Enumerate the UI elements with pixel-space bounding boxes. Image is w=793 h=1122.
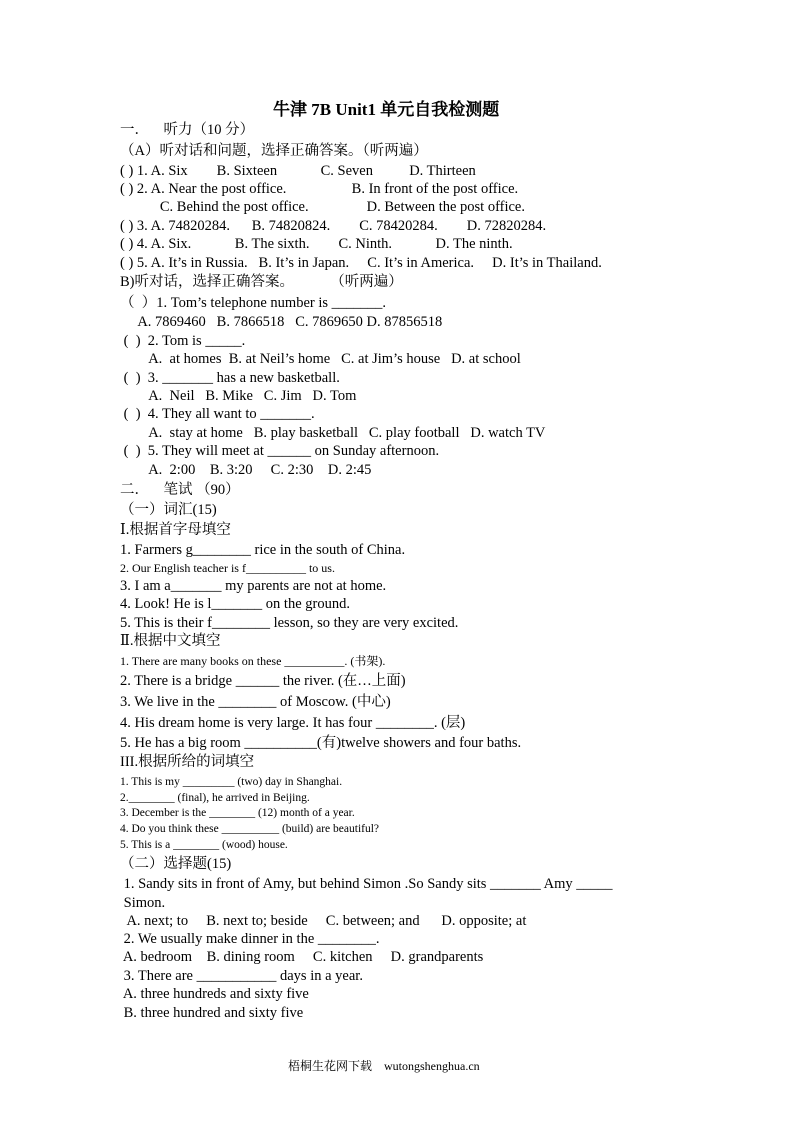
question-line: C. Behind the post office. D. Between the post office. [120, 199, 525, 215]
question-line: 2. Our English teacher is f__________ to us. [120, 561, 335, 575]
options-line: A. Neil B. Mike C. Jim D. Tom [120, 388, 357, 404]
question-line: 5. This is their f________ lesson, so they are very excited. [120, 615, 459, 631]
question-line: 3. There are ___________ days in a year. [120, 968, 363, 984]
question-line: 4. His dream home is very large. It has four ________. (层) [120, 715, 466, 731]
question-line: 1. Farmers g________ rice in the south of China. [120, 542, 406, 558]
question-line: （ ）1. Tom’s telephone number is _______. [120, 295, 386, 311]
sub2-heading: Ⅱ.根据中文填空 [120, 633, 221, 649]
options-line: A. 2:00 B. 3:20 C. 2:30 D. 2:45 [120, 462, 372, 478]
options-line: A. three hundreds and sixty five [120, 986, 309, 1002]
sub3-heading: III.根据所给的词填空 [120, 754, 255, 770]
section-b-heading: B)听对话，选择正确答案。 （听两遍） [120, 274, 403, 290]
page-title: 牛津 7B Unit1 单元自我检测题 [273, 100, 500, 119]
question-line: ( ) 5. They will meet at ______ on Sunday afternoon. [120, 443, 440, 459]
options-line: A. bedroom B. dining room C. kitchen D. grandparents [120, 949, 484, 965]
section-a-heading: （A）听对话和问题，选择正确答案。（听两遍） [120, 143, 428, 159]
question-line: 4. Do you think these __________ (build) are beautiful? [120, 823, 380, 835]
question-line: 3. December is the ________ (12) month of a year. [120, 807, 355, 819]
question-line: 5. He has a big room __________(有)twelve showers and four baths. [120, 735, 522, 751]
question-line: 2.________ (final), he arrived in Beijing. [120, 792, 310, 804]
options-line: A. 7869460 B. 7866518 C. 7869650 D. 87856518 [120, 314, 443, 330]
question-line: ( ) 1. A. Six B. Sixteen C. Seven D. Thirteen [120, 163, 476, 179]
question-line: 4. Look! He is l_______ on the ground. [120, 596, 350, 612]
question-line: ( ) 4. A. Six. B. The sixth. C. Ninth. D. The ninth. [120, 236, 513, 252]
question-line: ( ) 3. _______ has a new basketball. [120, 370, 340, 386]
options-line: A. next; to B. next to; beside C. between; and D. opposite; at [120, 913, 527, 929]
part1-heading: 一． 听力（10 分） [120, 122, 255, 138]
question-line: 1. This is my _________ (two) day in Shanghai. [120, 776, 343, 788]
options-line: B. three hundred and sixty five [120, 1005, 304, 1021]
options-line: A. stay at home B. play basketball C. play football D. watch TV [120, 425, 546, 441]
question-line: 1. There are many books on these __________. (书架). [120, 654, 386, 668]
question-line: ( ) 2. Tom is _____. [120, 333, 246, 349]
question-line: 1. Sandy sits in front of Amy, but behind Simon .So Sandy sits _______ Amy _____ [120, 876, 613, 892]
question-line: 2. There is a bridge ______ the river. (在…上面) [120, 673, 406, 689]
question-line: 3. I am a_______ my parents are not at home. [120, 578, 387, 594]
question-line: 3. We live in the ________ of Moscow. (中心) [120, 694, 391, 710]
question-line: ( ) 5. A. It’s in Russia. B. It’s in Japan. C. It’s in America. D. It’s in Thailand. [120, 255, 602, 271]
choice-heading: （二）选择题(15) [120, 856, 232, 872]
question-line: ( ) 2. A. Near the post office. B. In front of the post office. [120, 181, 519, 197]
question-line: 2. We usually make dinner in the ________. [120, 931, 380, 947]
question-line: ( ) 3. A. 74820284. B. 74820824. C. 78420284. D. 72820284. [120, 218, 547, 234]
part2-heading: 二． 笔试 （90） [120, 482, 240, 498]
question-line: 5. This is a ________ (wood) house. [120, 839, 288, 851]
question-line: Simon. [120, 895, 166, 911]
sub1-heading: Ⅰ.根据首字母填空 [120, 522, 231, 538]
question-line: ( ) 4. They all want to _______. [120, 406, 315, 422]
options-line: A. at homes B. at Neil’s home C. at Jim’s house D. at school [120, 351, 521, 367]
vocab-heading: （一）词汇(15) [120, 502, 217, 518]
page-footer: 梧桐生花网下载 wutongshenghua.cn [288, 1059, 480, 1073]
